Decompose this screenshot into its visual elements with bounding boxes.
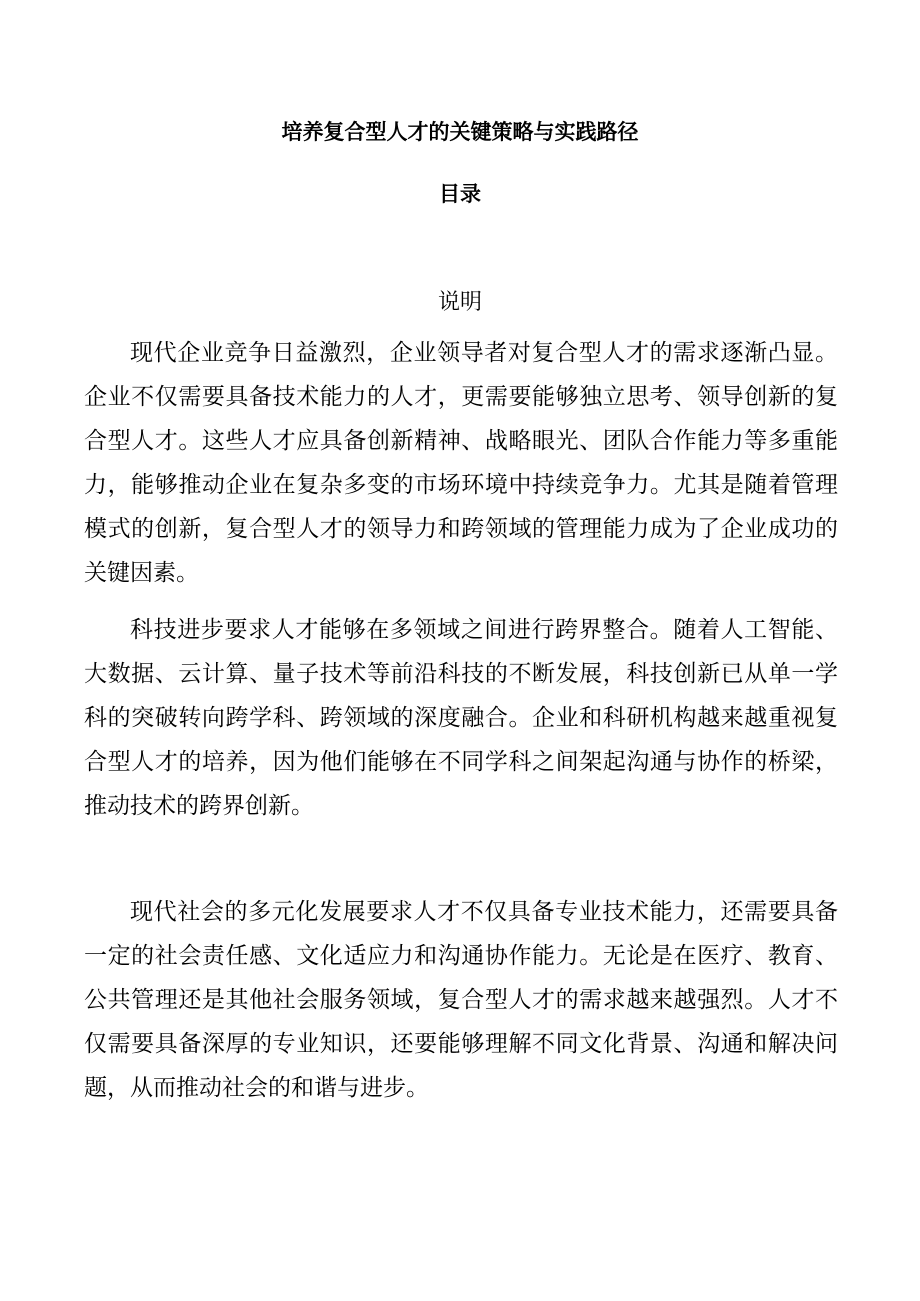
section-heading: 说明 <box>437 290 482 315</box>
document-title: 培养复合型人才的关键策略与实践路径 <box>281 120 639 144</box>
paragraph-1: 现代企业竞争日益激烈，企业领导者对复合型人才的需求逐渐凸显。企业不仅需要具备技术能力的人才，更需要能够独立思考、领导创新的复合型人才。这些人才应具备创新精神、战略眼光、团队合作能力等多重能力，能够推动企业在复杂多变的市场环境中持续竞争力。尤其是随着管理模式的创新，复合型人才的领导力和跨领域的管理能力成为了企业成功的关键因素。 <box>84 340 838 586</box>
paragraph-2: 科技进步要求人才能够在多领域之间进行跨界整合。随着人工智能、大数据、云计算、量子技术等前沿科技的不断发展，科技创新已从单一学科的突破转向跨学科、跨领域的深度融合。企业和科研机构越来越重视复合型人才的培养，因为他们能够在不同学科之间架起沟通与协作的桥梁，推动技术的跨界创新。 <box>84 617 838 819</box>
toc-title: 目录 <box>439 182 481 206</box>
paragraph-3: 现代社会的多元化发展要求人才不仅具备专业技术能力，还需要具备一定的社会责任感、文化适应力和沟通协作能力。无论是在医疗、教育、公共管理还是其他社会服务领域，复合型人才的需求越来越强烈。人才不仅需要具备深厚的专业知识，还要能够理解不同文化背景、沟通和解决问题，从而推动社会的和谐与进步。 <box>84 899 838 1101</box>
